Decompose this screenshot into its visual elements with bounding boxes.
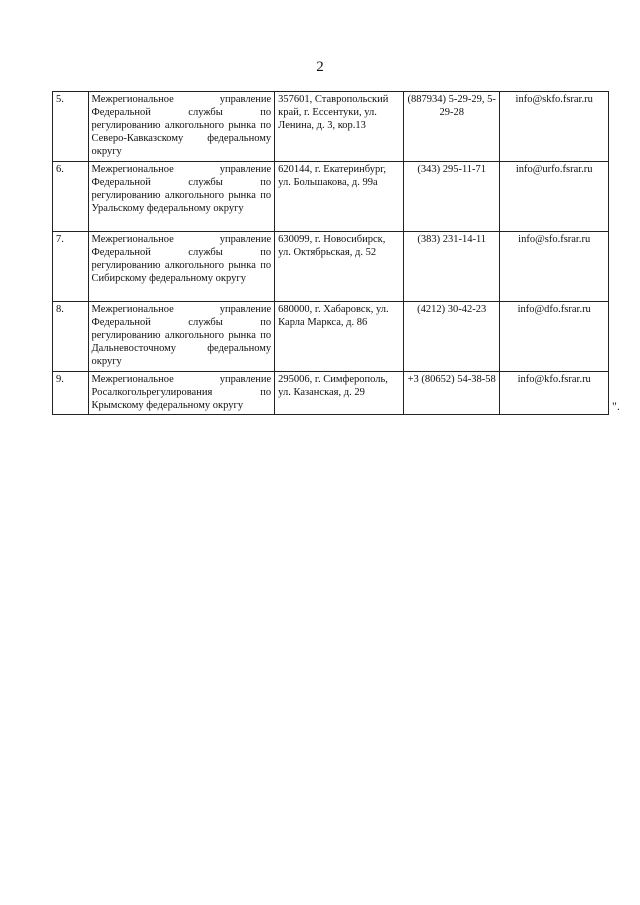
table-row — [53, 162, 609, 232]
agency-name: Межрегиональное управление Федеральной службы по регулированию алкогольного рынка по Северо-Кавказскому федеральному округу — [88, 92, 275, 162]
agency-email: info@skfo.fsrar.ru — [500, 92, 609, 162]
agency-name: Межрегиональное управление Федеральной службы по регулированию алкогольного рынка по Уральскому федеральному округу — [88, 162, 275, 232]
agency-phone: (4212) 30-42-23 — [404, 302, 500, 372]
agency-email: info@sfo.fsrar.ru — [500, 232, 609, 302]
row-number: 9. — [53, 372, 89, 415]
table-row — [53, 302, 609, 372]
agency-address: 630099, г. Новосибирск, ул. Октябрьская, д. 52 — [275, 232, 404, 302]
row-number: 5. — [53, 92, 89, 162]
agency-address: 620144, г. Екатеринбург, ул. Большакова, д. 99а — [275, 162, 404, 232]
table-row — [53, 232, 609, 302]
agency-phone: (383) 231-14-11 — [404, 232, 500, 302]
row-number: 6. — [53, 162, 89, 232]
agency-address: 680000, г. Хабаровск, ул. Карла Маркса, д. 86 — [275, 302, 404, 372]
row-number: 7. — [53, 232, 89, 302]
table-row — [53, 372, 609, 415]
closing-quote-mark: ". — [612, 399, 620, 413]
page-number: 2 — [316, 59, 324, 75]
row-number: 8. — [53, 302, 89, 372]
agency-address: 295006, г. Симферополь, ул. Казанская, д. 29 — [275, 372, 404, 415]
agencies-table — [52, 91, 609, 415]
agency-phone: (887934) 5-29-29, 5-29-28 — [404, 92, 500, 162]
agency-email: info@dfo.fsrar.ru — [500, 302, 609, 372]
agency-phone: +3 (80652) 54-38-58 — [404, 372, 500, 415]
table-row — [53, 92, 609, 162]
agency-address: 357601, Ставропольский край, г. Ессентуки, ул. Ленина, д. 3, кор.13 — [275, 92, 404, 162]
agency-name: Межрегиональное управление Росалкогольрегулирования по Крымскому федеральному округу — [88, 372, 275, 415]
agency-name: Межрегиональное управление Федеральной службы по регулированию алкогольного рынка по Дальневосточному федеральному округу — [88, 302, 275, 372]
agency-name: Межрегиональное управление Федеральной службы по регулированию алкогольного рынка по Сибирскому федеральному округу — [88, 232, 275, 302]
agency-email: info@kfo.fsrar.ru — [500, 372, 609, 415]
agency-phone: (343) 295-11-71 — [404, 162, 500, 232]
agency-email: info@urfo.fsrar.ru — [500, 162, 609, 232]
